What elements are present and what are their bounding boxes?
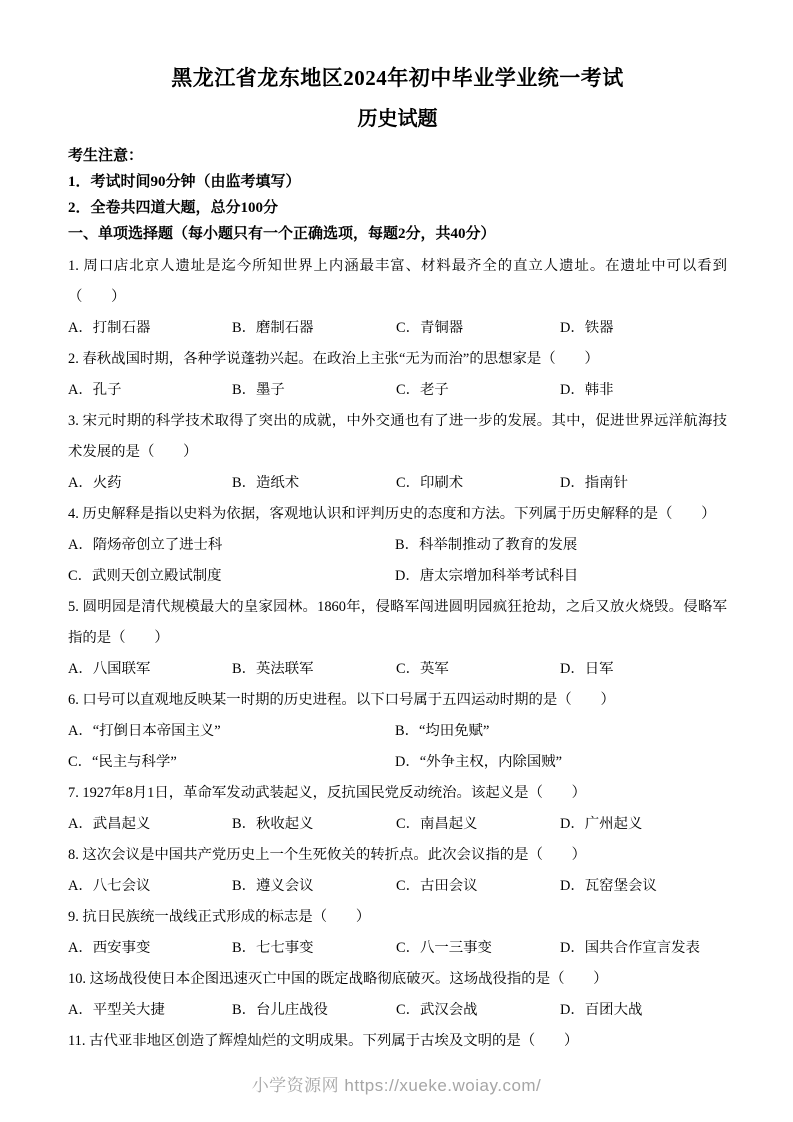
question-11-text: 11. 古代亚非地区创造了辉煌灿烂的文明成果。下列属于古埃及文明的是（ ） — [68, 1033, 579, 1049]
question-list — [68, 251, 727, 1057]
question-10-options — [68, 995, 727, 1026]
question-10 — [68, 964, 727, 1026]
question-2 — [68, 344, 727, 406]
option-d: D．百团大战 — [560, 1002, 643, 1018]
question-11 — [68, 1026, 727, 1057]
question-5 — [68, 592, 727, 685]
option-b: B．科举制推动了教育的发展 — [395, 537, 578, 553]
option-c: C．“民主与科学” — [68, 754, 177, 770]
option-b: B．英法联军 — [232, 661, 314, 677]
question-10-text: 10. 这场战役使日本企图迅速灭亡中国的既定战略彻底破灭。这场战役指的是（ ） — [68, 971, 608, 987]
option-a: A．西安事变 — [68, 940, 151, 956]
question-4-options — [68, 530, 727, 592]
option-c: C．南昌起义 — [396, 816, 478, 832]
question-6-text: 6. 口号可以直观地反映某一时期的历史进程。以下口号属于五四运动时期的是（ ） — [68, 692, 615, 708]
question-8-text: 8. 这次会议是中国共产党历史上一个生死攸关的转折点。此次会议指的是（ ） — [68, 847, 587, 863]
question-7-options — [68, 809, 727, 840]
option-b: B．七七事变 — [232, 940, 314, 956]
question-9-text: 9. 抗日民族统一战线正式形成的标志是（ ） — [68, 909, 371, 925]
option-d: D．国共合作宣言发表 — [560, 940, 700, 956]
question-3 — [68, 406, 727, 499]
page-title: 黑龙江省龙东地区2024年初中毕业学业统一考试 — [171, 66, 624, 90]
option-c: C．英军 — [396, 661, 449, 677]
candidate-notice — [68, 143, 727, 247]
question-9-options — [68, 933, 727, 964]
option-d: D．韩非 — [560, 382, 614, 398]
option-a: A．八国联军 — [68, 661, 151, 677]
question-4 — [68, 499, 727, 592]
question-6 — [68, 685, 727, 778]
option-c: C．八一三事变 — [396, 940, 492, 956]
option-b: B．遵义会议 — [232, 878, 314, 894]
question-5-text: 5. 圆明园是清代规模最大的皇家园林。1860年，侵略军闯进圆明园疯狂抢劫，之后又放火烧毁。侵略军指的是（ ） — [68, 599, 727, 646]
option-d: D．广州起义 — [560, 816, 643, 832]
notice-item-1: 1．考试时间90分钟（由监考填写） — [68, 174, 301, 190]
watermark-url: 小学资源网 https://xueke.woiay.com/ — [251, 1076, 542, 1095]
question-7-text: 7. 1927年8月1日，革命军发动武装起义，反抗国民党反动统治。该起义是（ ） — [68, 785, 587, 801]
question-3-options — [68, 468, 727, 499]
question-8-options — [68, 871, 727, 902]
option-a: A．武昌起义 — [68, 816, 151, 832]
option-c: C．印刷术 — [396, 475, 464, 491]
notice-item-2: 2．全卷共四道大题，总分100分 — [68, 200, 279, 216]
question-8 — [68, 840, 727, 902]
option-b: B．磨制石器 — [232, 320, 314, 336]
question-5-options — [68, 654, 727, 685]
option-b: B．“均田免赋” — [395, 723, 490, 739]
page-subtitle: 历史试题 — [357, 108, 438, 130]
option-a: A．打制石器 — [68, 320, 151, 336]
question-4-text: 4. 历史解释是指以史料为依据，客观地认识和评判历史的态度和方法。下列属于历史解释的是（ ） — [68, 506, 716, 522]
option-d: D．铁器 — [560, 320, 614, 336]
option-c: C．老子 — [396, 382, 449, 398]
option-a: A．火药 — [68, 475, 122, 491]
option-a: A．隋炀帝创立了进士科 — [68, 537, 223, 553]
notice-heading: 考生注意： — [68, 148, 144, 164]
option-b: B．造纸术 — [232, 475, 300, 491]
option-d: D．日军 — [560, 661, 614, 677]
option-b: B．台儿庄战役 — [232, 1002, 328, 1018]
option-c: C．古田会议 — [396, 878, 478, 894]
question-3-text: 3. 宋元时期的科学技术取得了突出的成就，中外交通也有了进一步的发展。其中，促进世界远洋航海技术发展的是（ ） — [68, 413, 727, 460]
option-a: A．平型关大捷 — [68, 1002, 165, 1018]
section-heading: 一、单项选择题（每小题只有一个正确选项，每题2分，共40分） — [68, 226, 496, 242]
option-d: D．瓦窑堡会议 — [560, 878, 657, 894]
option-a: A．孔子 — [68, 382, 122, 398]
question-1-options — [68, 313, 727, 344]
option-b: B．秋收起义 — [232, 816, 314, 832]
option-c: C．青铜器 — [396, 320, 464, 336]
option-a: A．八七会议 — [68, 878, 151, 894]
question-2-text: 2. 春秋战国时期，各种学说蓬勃兴起。在政治上主张“无为而治”的思想家是（ ） — [68, 351, 599, 367]
question-1 — [68, 251, 727, 344]
option-a: A．“打倒日本帝国主义” — [68, 723, 221, 739]
question-6-options — [68, 716, 727, 778]
question-7 — [68, 778, 727, 840]
question-1-text: 1. 周口店北京人遗址是迄今所知世界上内涵最丰富、材料最齐全的直立人遗址。在遗址中可以看到（ ） — [68, 258, 727, 305]
question-9 — [68, 902, 727, 964]
option-c: C．武汉会战 — [396, 1002, 478, 1018]
option-d: D．唐太宗增加科举考试科目 — [395, 568, 579, 584]
option-d: D．“外争主权，内除国贼” — [395, 754, 563, 770]
option-c: C．武则天创立殿试制度 — [68, 568, 222, 584]
option-b: B．墨子 — [232, 382, 285, 398]
option-d: D．指南针 — [560, 475, 628, 491]
question-2-options — [68, 375, 727, 406]
